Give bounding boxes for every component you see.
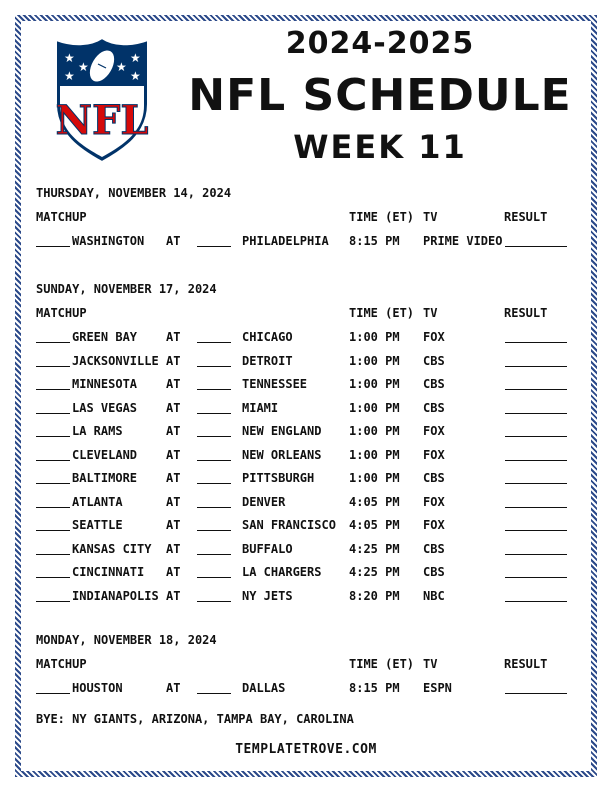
result-blank[interactable] — [505, 589, 567, 602]
away-team: CLEVELAND — [72, 447, 138, 462]
home-pick-blank[interactable] — [197, 354, 231, 367]
game-row — [0, 565, 612, 583]
away-pick-blank[interactable] — [36, 681, 70, 694]
column-matchup: MATCHUP — [36, 210, 87, 224]
result-blank[interactable] — [505, 471, 567, 484]
at-label: AT — [166, 234, 181, 248]
game-row — [0, 234, 612, 252]
game-time: 8:15 PM — [349, 234, 400, 248]
column-result: RESULT — [504, 210, 548, 224]
game-row — [0, 589, 612, 607]
tv-network: FOX — [423, 330, 445, 344]
result-blank[interactable] — [505, 542, 567, 555]
column-time: TIME (ET) — [349, 306, 415, 320]
game-row — [0, 448, 612, 466]
at-label: AT — [166, 400, 181, 415]
svg-text:★: ★ — [116, 60, 127, 74]
home-pick-blank[interactable] — [197, 542, 231, 555]
away-pick-blank[interactable] — [36, 330, 70, 343]
tv-network: CBS — [423, 400, 445, 415]
away-pick-blank[interactable] — [36, 518, 70, 531]
column-result: RESULT — [504, 657, 548, 671]
game-time: 4:05 PM — [349, 518, 400, 532]
home-team: BUFFALO — [242, 541, 293, 556]
away-team: INDIANAPOLIS — [72, 588, 159, 603]
at-label: AT — [166, 565, 181, 579]
at-label: AT — [166, 518, 181, 532]
game-time: 1:00 PM — [349, 424, 400, 438]
home-team: NEW ENGLAND — [242, 424, 322, 438]
home-pick-blank[interactable] — [197, 448, 231, 461]
at-label: AT — [166, 541, 181, 556]
home-team: DETROIT — [242, 353, 293, 368]
page-title: NFL SCHEDULE — [188, 70, 572, 121]
home-pick-blank[interactable] — [197, 330, 231, 343]
svg-text:★: ★ — [78, 60, 89, 74]
away-pick-blank[interactable] — [36, 377, 70, 390]
home-pick-blank[interactable] — [197, 377, 231, 390]
tv-network: FOX — [423, 494, 445, 509]
game-time: 4:25 PM — [349, 541, 400, 556]
away-team: ATLANTA — [72, 494, 123, 509]
away-pick-blank[interactable] — [36, 401, 70, 414]
home-team: LA CHARGERS — [242, 565, 322, 579]
game-row — [0, 401, 612, 419]
column-result: RESULT — [504, 306, 548, 320]
at-label: AT — [166, 330, 181, 344]
column-matchup: MATCHUP — [36, 657, 87, 671]
home-team: SAN FRANCISCO — [242, 518, 336, 532]
away-team: GREEN BAY — [72, 330, 138, 344]
column-matchup: MATCHUP — [36, 306, 87, 320]
result-blank[interactable] — [505, 401, 567, 414]
away-team: WASHINGTON — [72, 234, 145, 248]
tv-network: CBS — [423, 541, 445, 556]
game-time: 1:00 PM — [349, 330, 400, 344]
tv-network: FOX — [423, 518, 445, 532]
home-pick-blank[interactable] — [197, 424, 231, 437]
at-label: AT — [166, 353, 181, 368]
at-label: AT — [166, 681, 181, 695]
at-label: AT — [166, 424, 181, 438]
week-title: WEEK 11 — [293, 128, 467, 166]
tv-network: ESPN — [423, 681, 452, 695]
game-time: 8:20 PM — [349, 588, 400, 603]
home-team: MIAMI — [242, 400, 279, 415]
day-heading: THURSDAY, NOVEMBER 14, 2024 — [36, 186, 232, 200]
home-pick-blank[interactable] — [197, 471, 231, 484]
column-tv: TV — [423, 306, 438, 320]
result-blank[interactable] — [505, 565, 567, 578]
away-pick-blank[interactable] — [36, 234, 70, 247]
tv-network: CBS — [423, 377, 445, 391]
nfl-shield-logo — [50, 34, 154, 166]
tv-network: CBS — [423, 565, 445, 579]
home-pick-blank[interactable] — [197, 401, 231, 414]
day-heading: SUNDAY, NOVEMBER 17, 2024 — [36, 282, 217, 296]
column-tv: TV — [423, 210, 438, 224]
svg-text:★: ★ — [64, 69, 75, 83]
at-label: AT — [166, 447, 181, 462]
tv-network: NBC — [423, 588, 445, 603]
home-team: CHICAGO — [242, 330, 293, 344]
away-team: SEATTLE — [72, 518, 123, 532]
game-time: 1:00 PM — [349, 400, 400, 415]
at-label: AT — [166, 377, 181, 391]
away-pick-blank[interactable] — [36, 354, 70, 367]
away-pick-blank[interactable] — [36, 471, 70, 484]
logo-lettering: NFL — [55, 97, 149, 144]
result-blank[interactable] — [505, 448, 567, 461]
home-team: PHILADELPHIA — [242, 234, 329, 248]
game-row — [0, 354, 612, 372]
game-row — [0, 377, 612, 395]
season-title: 2024-2025 — [285, 26, 475, 61]
result-blank[interactable] — [505, 330, 567, 343]
result-blank[interactable] — [505, 495, 567, 508]
home-team: TENNESSEE — [242, 377, 308, 391]
tv-network: CBS — [423, 471, 445, 485]
away-pick-blank[interactable] — [36, 424, 70, 437]
column-tv: TV — [423, 657, 438, 671]
result-blank[interactable] — [505, 377, 567, 390]
tv-network: FOX — [423, 447, 445, 462]
game-row — [0, 542, 612, 560]
home-pick-blank[interactable] — [197, 234, 231, 247]
home-team: PITTSBURGH — [242, 471, 315, 485]
home-pick-blank[interactable] — [197, 681, 231, 694]
result-blank[interactable] — [505, 681, 567, 694]
game-time: 1:00 PM — [349, 353, 400, 368]
game-row — [0, 518, 612, 536]
day-heading: MONDAY, NOVEMBER 18, 2024 — [36, 633, 217, 647]
at-label: AT — [166, 494, 181, 509]
game-time: 4:05 PM — [349, 494, 400, 509]
result-blank[interactable] — [505, 424, 567, 437]
tv-network: CBS — [423, 353, 445, 368]
bye-teams: BYE: NY GIANTS, ARIZONA, TAMPA BAY, CAROLINA — [36, 712, 354, 726]
away-pick-blank[interactable] — [36, 565, 70, 578]
game-time: 1:00 PM — [349, 471, 400, 485]
svg-text:★: ★ — [130, 51, 141, 65]
home-team: NY JETS — [242, 588, 293, 603]
away-pick-blank[interactable] — [36, 589, 70, 602]
game-time: 4:25 PM — [349, 565, 400, 579]
tv-network: PRIME VIDEO — [423, 234, 503, 248]
away-team: LA RAMS — [72, 424, 123, 438]
home-team: DENVER — [242, 494, 286, 509]
result-blank[interactable] — [505, 234, 567, 247]
tv-network: FOX — [423, 424, 445, 438]
home-pick-blank[interactable] — [197, 565, 231, 578]
away-pick-blank[interactable] — [36, 542, 70, 555]
home-pick-blank[interactable] — [197, 589, 231, 602]
column-time: TIME (ET) — [349, 657, 415, 671]
away-team: KANSAS CITY — [72, 541, 152, 556]
away-team: HOUSTON — [72, 681, 123, 695]
game-row — [0, 471, 612, 489]
result-blank[interactable] — [505, 354, 567, 367]
game-time: 1:00 PM — [349, 447, 400, 462]
home-team: NEW ORLEANS — [242, 447, 322, 462]
column-time: TIME (ET) — [349, 210, 415, 224]
away-team: LAS VEGAS — [72, 400, 138, 415]
at-label: AT — [166, 471, 181, 485]
game-row — [0, 681, 612, 699]
game-row — [0, 424, 612, 442]
home-team: DALLAS — [242, 681, 286, 695]
game-time: 8:15 PM — [349, 681, 400, 695]
game-row — [0, 495, 612, 513]
away-team: JACKSONVILLE — [72, 353, 159, 368]
away-team: MINNESOTA — [72, 377, 138, 391]
away-pick-blank[interactable] — [36, 448, 70, 461]
away-team: CINCINNATI — [72, 565, 145, 579]
svg-text:★: ★ — [130, 69, 141, 83]
result-blank[interactable] — [505, 518, 567, 531]
at-label: AT — [166, 588, 181, 603]
game-row — [0, 330, 612, 348]
home-pick-blank[interactable] — [197, 518, 231, 531]
svg-text:★: ★ — [64, 51, 75, 65]
game-time: 1:00 PM — [349, 377, 400, 391]
away-pick-blank[interactable] — [36, 495, 70, 508]
home-pick-blank[interactable] — [197, 495, 231, 508]
away-team: BALTIMORE — [72, 471, 138, 485]
footer-site: TEMPLATETROVE.COM — [235, 742, 377, 757]
